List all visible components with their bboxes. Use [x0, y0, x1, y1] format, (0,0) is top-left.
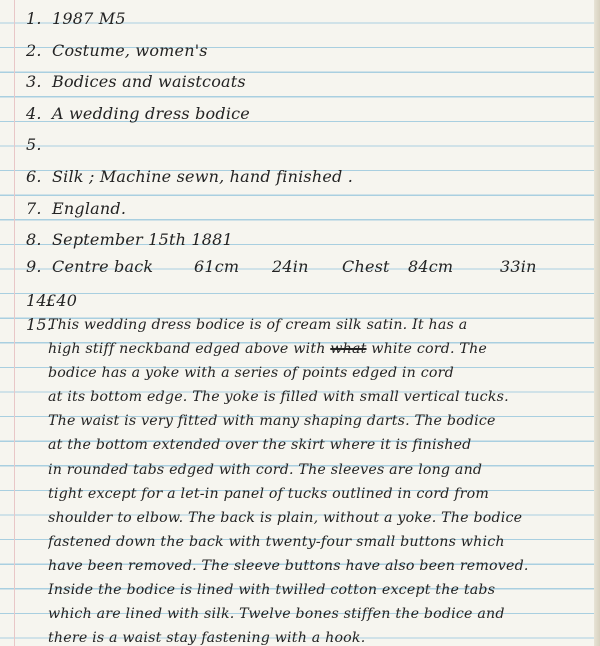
- description-text: which are lined with silk. Twelve bones stiffen the bodice and: [48, 606, 505, 623]
- item-4: [26, 104, 250, 124]
- description-line: [48, 508, 588, 532]
- item-6: [26, 167, 353, 187]
- item-7: [26, 199, 126, 219]
- description-line: [48, 339, 588, 363]
- description-line: [48, 628, 588, 646]
- description-line: [48, 532, 588, 556]
- description-line: [48, 315, 588, 339]
- item-text: Bodices and waistcoats: [52, 72, 246, 91]
- description-line: [48, 411, 588, 435]
- description-line: [48, 435, 588, 459]
- item-number: 2.: [26, 41, 42, 60]
- description-text: fastened down the back with twenty-four small buttons which: [48, 533, 505, 550]
- item-8: [26, 230, 233, 250]
- chest-inches: 33in: [500, 257, 537, 276]
- item-14: [26, 291, 77, 311]
- item-3: [26, 72, 246, 92]
- item-number: 7.: [26, 199, 42, 218]
- description-text: white cord. The: [366, 341, 488, 358]
- item-text: September 15th 1881: [52, 230, 233, 249]
- item-number: 6.: [26, 167, 42, 186]
- description-line: [48, 387, 588, 411]
- item-5: [26, 135, 52, 155]
- item-text: England.: [52, 199, 127, 218]
- item-number: 1.: [26, 9, 42, 28]
- page-edge: [594, 0, 600, 646]
- item-text: Silk ; Machine sewn, hand finished .: [52, 167, 354, 186]
- description-text: bodice has a yoke with a series of points edged in cord: [48, 365, 454, 382]
- item-number: 5.: [26, 135, 42, 154]
- description-text: at its bottom edge. The yoke is filled with small vertical tucks.: [48, 389, 509, 406]
- description-text: This wedding dress bodice is of cream silk satin. It has a: [48, 317, 468, 333]
- description-text: shoulder to elbow. The back is plain, without a yoke. The bodice: [48, 509, 523, 526]
- description-text: high stiff neckband edged above with: [48, 341, 331, 358]
- chest-cm: 84cm: [408, 257, 454, 276]
- description-text: Inside the bodice is lined with twilled cotton except the tabs: [48, 582, 496, 599]
- centre-back-label: Centre back: [52, 257, 154, 276]
- description-text: in rounded tabs edged with cord. The sleeves are long and: [48, 461, 483, 478]
- description-paragraph: [48, 315, 588, 646]
- description-line: [48, 460, 588, 484]
- description-line: [48, 484, 588, 508]
- item-number: 9.: [26, 257, 42, 276]
- item-9: [26, 257, 586, 279]
- item-number: 3.: [26, 72, 42, 91]
- centre-back-inches: 24in: [272, 257, 309, 276]
- description-text: tight except for a let-in panel of tucks outlined in cord from: [48, 485, 490, 502]
- item-number: 4.: [26, 104, 42, 123]
- centre-back-cm: 61cm: [194, 257, 240, 276]
- item-text: Costume, women's: [52, 41, 208, 60]
- description-text: there is a waist stay fastening with a hook.: [48, 630, 366, 646]
- chest-label: Chest: [342, 257, 390, 276]
- description-line: [48, 556, 588, 580]
- description-text: at the bottom extended over the skirt where it is finished: [48, 437, 472, 454]
- item-text: A wedding dress bodice: [52, 104, 250, 123]
- description-line: [48, 363, 588, 387]
- item-number: 8.: [26, 230, 42, 249]
- description-line: [48, 580, 588, 604]
- item-number: 15.: [26, 315, 53, 334]
- item-1: [26, 9, 126, 29]
- item-number: 14.: [26, 291, 53, 310]
- description-text: have been removed. The sleeve buttons have also been removed.: [48, 557, 529, 574]
- item-text: 1987 M5: [52, 9, 126, 28]
- margin-line: [14, 0, 15, 646]
- item-text: £40: [46, 291, 78, 310]
- description-text: The waist is very fitted with many shaping darts. The bodice: [48, 413, 496, 430]
- item-2: [26, 41, 208, 61]
- description-line: [48, 604, 588, 628]
- crossed-out-word: what: [330, 341, 367, 358]
